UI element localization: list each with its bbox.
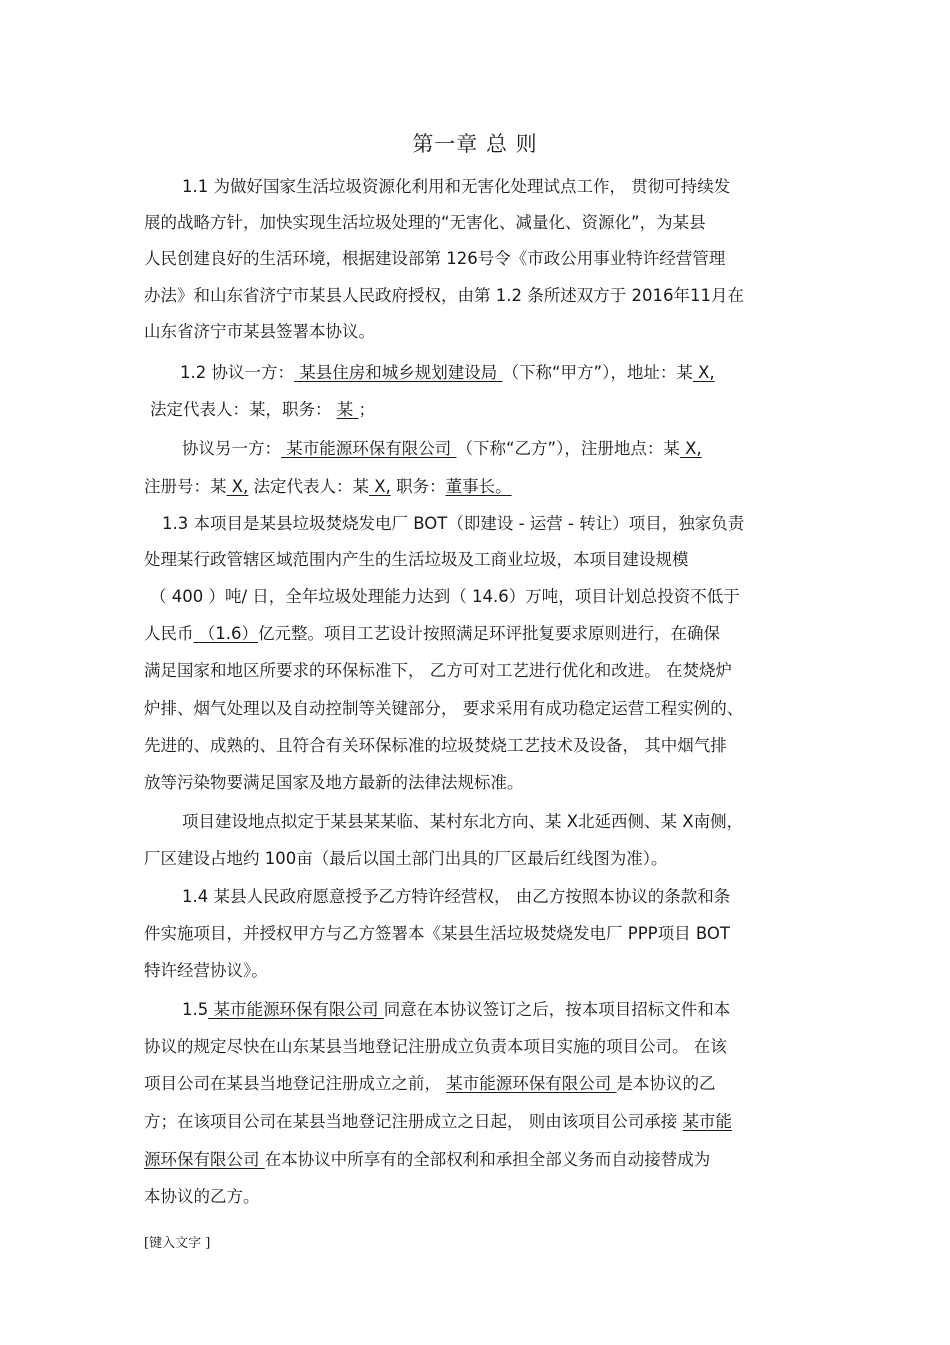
para-1-5-text: 同意在本协议签订之后，按本项目招标文件和本 <box>383 1000 731 1019</box>
punctuation: ； <box>358 400 375 419</box>
party-a-name: 某县住房和城乡规划建设局 <box>294 363 503 382</box>
para-1-4-line-1: 1.4 某县人民政府愿意授予乙方特许经营权， 由乙方按照本协议的条款和条 <box>182 887 731 906</box>
rep-value: X, <box>369 477 391 496</box>
para-site-line-2: 厂区建设占地约 100亩（最后以国土部门出具的厂区最后红线图为准）。 <box>144 849 668 868</box>
para-1-4-line-3: 特许经营协议》。 <box>144 961 268 980</box>
party-b-label: 协议另一方： <box>182 439 281 458</box>
para-1-2-line-2 <box>150 398 818 422</box>
para-1-1-line-4: 办法》和山东省济宁市某县人民政府授权，由第 1.2 条所述双方于 2016年11月在 <box>144 286 744 305</box>
para-1-3-line-3: （ 400 ）吨/ 日，全年垃圾处理能力达到（ 14.6）万吨，项目计划总投资不低于 <box>150 587 740 606</box>
para-1-5-text: 在本协议中所享有的全部权利和承担全部义务而自动接替成为 <box>264 1150 711 1169</box>
company-name: 某市能源环保有限公司 <box>446 1074 617 1093</box>
para-1-2-line-1 <box>180 361 848 385</box>
para-1-5-line-6: 本协议的乙方。 <box>144 1187 260 1206</box>
para-1-3-line-5: 满足国家和地区所要求的环保标准下， 乙方可对工艺进行优化和改进。 在焚烧炉 <box>144 661 732 680</box>
para-site-line-1: 项目建设地点拟定于某县某某临、某村东北方向、某 X北延西侧、某 X南侧， <box>182 812 744 831</box>
rep-label: 法定代表人：某 <box>248 477 370 496</box>
company-name: 某市能源环保有限公司 <box>208 1000 384 1019</box>
party-a-alias: （下称“甲方”），地址：某 <box>502 363 693 382</box>
para-1-4-line-2: 件实施项目，并授权甲方与乙方签署本《某县生活垃圾焚烧发电厂 PPP项目 BOT <box>144 924 730 943</box>
reg-no-value: X, <box>226 477 249 496</box>
para-1-5-line-1 <box>182 998 850 1022</box>
para-1-3-line-7: 先进的、成熟的、且符合有关环保标准的垃圾焚烧工艺技术及设备， 其中烟气排 <box>144 736 727 755</box>
para-1-1-line-3: 人民创建良好的生活环境，根据建设部第 126号令《市政公用事业特许经营管理 <box>144 249 726 268</box>
para-1-1-line-5: 山东省济宁市某县签署本协议。 <box>144 322 375 341</box>
para-1-3-line-2: 处理某行政管辖区域范围内产生的生活垃圾及工商业垃圾，本项目建设规模 <box>144 550 689 569</box>
chapter-title: 第一章 总 则 <box>412 132 538 156</box>
footer-placeholder: [键入文字 ] <box>144 1236 211 1251</box>
para-party-b-line-1 <box>182 437 850 461</box>
para-1-5-text: 项目公司在某县当地登记注册成立之前， <box>144 1074 447 1093</box>
para-1-3-text: 亿元整。项目工艺设计按照满足环评批复要求原则进行，在确保 <box>258 624 720 643</box>
party-a-rep-label: 法定代表人：某，职务： <box>150 400 337 419</box>
position-value: 董事长。 <box>445 477 512 496</box>
para-1-5-line-5 <box>144 1148 812 1172</box>
position-label: 职务： <box>390 477 446 496</box>
currency-label: 人民币 <box>144 624 194 643</box>
party-a-position: 某 <box>336 400 359 419</box>
party-b-address: X, <box>679 439 702 458</box>
clause-number: 1.5 <box>182 1000 209 1019</box>
party-b-name: 某市能源环保有限公司 <box>281 439 457 458</box>
para-1-3-line-6: 炉排、烟气处理以及自动控制等关键部分， 要求采用有成功稳定运营工程实例的、 <box>144 699 744 718</box>
party-b-alias: （下称“乙方”），注册地点：某 <box>456 439 680 458</box>
company-name: 某市能 <box>682 1112 732 1131</box>
para-1-1-line-2: 展的战略方针，加快实现生活垃圾处理的“无害化、减量化、资源化”，为某县 <box>144 213 706 232</box>
company-name: 源环保有限公司 <box>144 1150 265 1169</box>
para-1-5-line-4 <box>144 1110 812 1134</box>
reg-no-label: 注册号：某 <box>144 477 227 496</box>
party-a-address: X, <box>692 363 715 382</box>
para-1-3-line-8: 放等污染物要满足国家及地方最新的法律法规标准。 <box>144 773 524 792</box>
para-1-1-line-1: 1.1 为做好国家生活垃圾资源化利用和无害化处理试点工作， 贯彻可持续发 <box>182 177 731 196</box>
para-1-5-text: 方；在该项目公司在某县当地登记注册成立之日起， 则由该项目公司承接 <box>144 1112 683 1131</box>
para-party-b-line-2 <box>144 475 812 499</box>
investment-value: （1.6） <box>193 624 258 643</box>
para-1-5-line-2: 协议的规定尽快在山东某县当地登记注册成立负责本项目实施的项目公司。 在该 <box>144 1037 727 1056</box>
para-1-3-line-4 <box>144 622 812 646</box>
party-a-label: 1.2 协议一方： <box>180 363 294 382</box>
para-1-5-text: 是本协议的乙 <box>616 1074 716 1093</box>
para-1-3-line-1: 1.3 本项目是某县垃圾焚烧发电厂 BOT（即建设 - 运营 - 转让）项目，独家负责 <box>162 514 745 533</box>
para-1-5-line-3 <box>144 1072 812 1096</box>
